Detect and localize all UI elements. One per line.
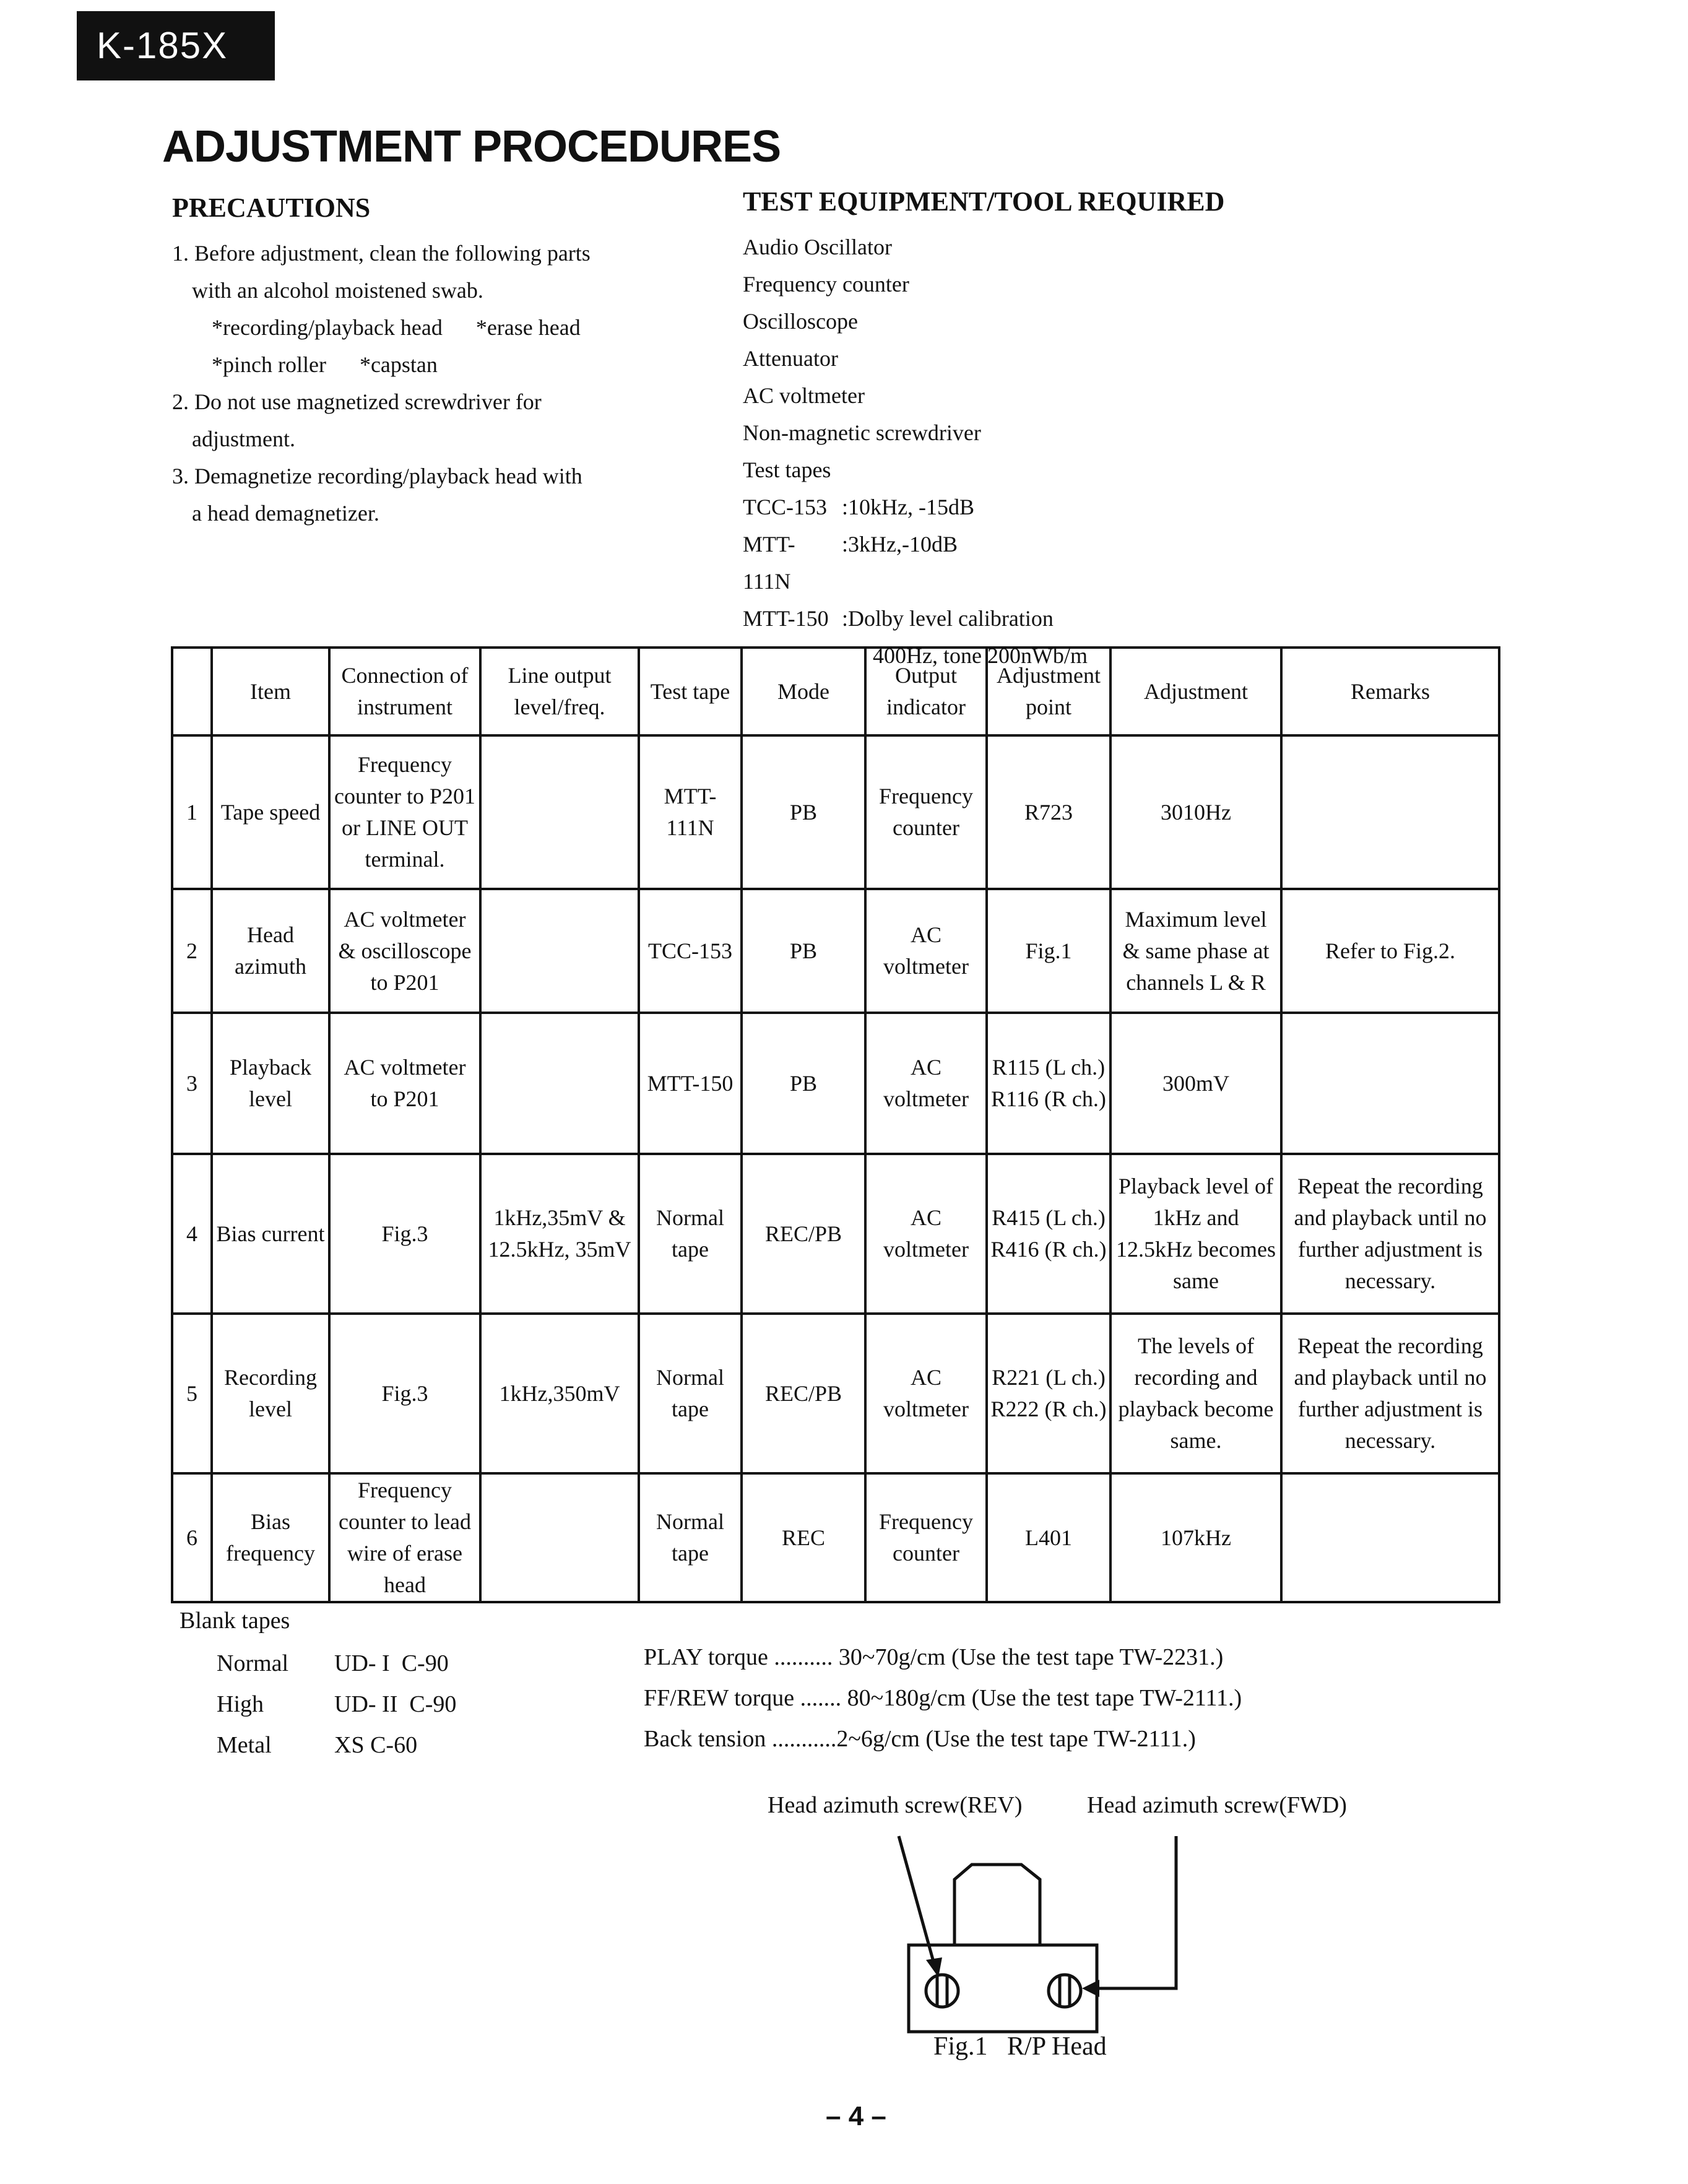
equipment-item: AC voltmeter xyxy=(743,383,865,408)
table-cell: 1 xyxy=(172,735,212,889)
equipment-item: Attenuator xyxy=(743,346,838,371)
table-cell: TCC-153 xyxy=(639,889,742,1013)
table-cell: R115 (L ch.) R116 (R ch.) xyxy=(987,1013,1110,1154)
precaution-line: *pinch roller *capstan xyxy=(212,352,438,377)
precaution-line: 3. Demagnetize recording/playback head with xyxy=(172,464,582,488)
table-cell: Frequency counter to lead wire of erase head xyxy=(329,1473,480,1602)
table-cell: Fig.3 xyxy=(329,1154,480,1314)
rp-head-figure xyxy=(755,1780,1535,2102)
table-cell: Maximum level & same phase at channels L & R xyxy=(1110,889,1281,1013)
equipment-item: Frequency counter xyxy=(743,272,909,297)
table-cell xyxy=(1281,1013,1499,1154)
table-row xyxy=(172,1314,1499,1473)
precaution-line: with an alcohol moistened swab. xyxy=(192,278,483,303)
test-tape-name: MTT-150 xyxy=(743,606,829,631)
table-cell: 2 xyxy=(172,889,212,1013)
table-cell: MTT-150 xyxy=(639,1013,742,1154)
table-cell: L401 xyxy=(987,1473,1110,1602)
blank-tape-type: UD- I C-90 xyxy=(334,1650,449,1676)
equipment-item: Audio Oscillator xyxy=(743,235,892,259)
table-row xyxy=(172,1473,1499,1602)
torque-line: Back tension ...........2~6g/cm (Use the test tape TW-2111.) xyxy=(644,1726,1196,1752)
test-tape-spec: :Dolby level calibration xyxy=(842,606,1054,631)
table-cell: AC voltmeter to P201 xyxy=(329,1013,480,1154)
table-cell: 4 xyxy=(172,1154,212,1314)
table-cell: AC voltmeter xyxy=(865,1154,987,1314)
table-cell: Playback level xyxy=(212,1013,329,1154)
equipment-item: Non-magnetic screwdriver xyxy=(743,420,981,445)
table-cell: Bias frequency xyxy=(212,1473,329,1602)
blank-tape-category: Normal xyxy=(217,1650,289,1676)
table-row xyxy=(172,1154,1499,1314)
table-cell: Repeat the recording and playback until no further adjustment is necessary. xyxy=(1281,1154,1499,1314)
figure-caption: Fig.1 R/P Head xyxy=(933,2032,1107,2061)
table-header: Test tape xyxy=(639,648,742,735)
equipment-item: Test tapes xyxy=(743,457,831,482)
blank-tape-type: UD- II C-90 xyxy=(334,1691,457,1717)
table-cell xyxy=(480,735,639,889)
equipment-list xyxy=(743,228,1609,674)
table-cell: Tape speed xyxy=(212,735,329,889)
table-cell: Frequency counter xyxy=(865,735,987,889)
table-header: Adjustment xyxy=(1110,648,1281,735)
blank-tape-row xyxy=(180,1643,456,1684)
test-tape-name: TCC-153 xyxy=(743,495,828,519)
table-row xyxy=(172,889,1499,1013)
table-header-row xyxy=(172,648,1499,735)
model-badge: K-185X xyxy=(77,11,275,80)
blank-tape-type: XS C-60 xyxy=(334,1732,418,1758)
table-cell: PB xyxy=(742,889,865,1013)
table-cell: AC voltmeter xyxy=(865,1013,987,1154)
test-tape-extra: 400Hz, tone 200nWb/m xyxy=(873,643,1088,668)
table-cell: Normal tape xyxy=(639,1473,742,1602)
table-header: Mode xyxy=(742,648,865,735)
table-header: Line output level/freq. xyxy=(480,648,639,735)
table-cell: Refer to Fig.2. xyxy=(1281,889,1499,1013)
table-row xyxy=(172,735,1499,889)
table-cell: R415 (L ch.) R416 (R ch.) xyxy=(987,1154,1110,1314)
table-cell: PB xyxy=(742,1013,865,1154)
table-cell: Bias current xyxy=(212,1154,329,1314)
screw-rev-icon xyxy=(926,1975,958,2007)
table-cell: 5 xyxy=(172,1314,212,1473)
label-azimuth-rev: Head azimuth screw(REV) xyxy=(768,1792,1023,1818)
table-cell: MTT-111N xyxy=(639,735,742,889)
precautions-list xyxy=(172,235,742,532)
table-cell: 107kHz xyxy=(1110,1473,1281,1602)
page-title: ADJUSTMENT PROCEDURES xyxy=(162,122,781,171)
torque-line: PLAY torque .......... 30~70g/cm (Use the test tape TW-2231.) xyxy=(644,1644,1224,1670)
table-cell: PB xyxy=(742,735,865,889)
table-cell: R221 (L ch.) R222 (R ch.) xyxy=(987,1314,1110,1473)
table-cell: Frequency counter xyxy=(865,1473,987,1602)
table-cell: REC/PB xyxy=(742,1154,865,1314)
table-cell xyxy=(1281,1473,1499,1602)
table-cell: Recording level xyxy=(212,1314,329,1473)
table-cell: AC voltmeter xyxy=(865,889,987,1013)
blank-tape-row xyxy=(180,1684,456,1725)
test-tape-row xyxy=(743,526,1609,600)
table-cell: 300mV xyxy=(1110,1013,1281,1154)
precautions-section xyxy=(172,192,742,532)
equipment-heading: TEST EQUIPMENT/TOOL REQUIRED xyxy=(743,186,1225,217)
table-header: Item xyxy=(212,648,329,735)
table-cell: Playback level of 1kHz and 12.5kHz becomes same xyxy=(1110,1154,1281,1314)
equipment-section xyxy=(743,186,1609,674)
test-tape-spec: :10kHz, -15dB xyxy=(842,495,974,519)
fwd-leader-line xyxy=(1089,1836,1176,1988)
table-header xyxy=(172,648,212,735)
table-cell: Frequency counter to P201 or LINE OUT terminal. xyxy=(329,735,480,889)
table-cell xyxy=(480,1473,639,1602)
table-header: Remarks xyxy=(1281,648,1499,735)
table-cell: AC voltmeter & oscilloscope to P201 xyxy=(329,889,480,1013)
head-gap-block xyxy=(954,1865,1040,1945)
table-cell: Normal tape xyxy=(639,1154,742,1314)
table-header: Adjustment point xyxy=(987,648,1110,735)
table-cell: 1kHz,350mV xyxy=(480,1314,639,1473)
blank-tape-row xyxy=(180,1725,456,1766)
page-number: – 4 – xyxy=(826,2101,886,2131)
table-cell: 3 xyxy=(172,1013,212,1154)
adjustment-table xyxy=(171,646,1500,1603)
test-tape-row xyxy=(743,488,1609,526)
table-cell: R723 xyxy=(987,735,1110,889)
table-cell xyxy=(480,889,639,1013)
table-cell: Head azimuth xyxy=(212,889,329,1013)
test-tape-name: MTT-111N xyxy=(743,532,795,594)
table-cell xyxy=(480,1013,639,1154)
precaution-line: a head demagnetizer. xyxy=(192,501,379,526)
table-cell: Repeat the recording and playback until no further adjustment is necessary. xyxy=(1281,1314,1499,1473)
blank-tapes-title: Blank tapes xyxy=(180,1608,290,1634)
table-cell: 6 xyxy=(172,1473,212,1602)
test-tape-spec: :3kHz,-10dB xyxy=(842,532,958,557)
table-header: Output indicator xyxy=(865,648,987,735)
table-cell: REC xyxy=(742,1473,865,1602)
table-cell: AC voltmeter xyxy=(865,1314,987,1473)
test-tape-row xyxy=(743,600,1609,637)
blank-tape-category: Metal xyxy=(217,1732,272,1758)
precaution-line: 2. Do not use magnetized screwdriver for xyxy=(172,389,542,414)
table-cell: The levels of recording and playback become same. xyxy=(1110,1314,1281,1473)
torque-specs xyxy=(644,1637,1242,1759)
table-cell: 3010Hz xyxy=(1110,735,1281,889)
precautions-heading: PRECAUTIONS xyxy=(172,193,371,223)
table-cell: Fig.3 xyxy=(329,1314,480,1473)
precaution-line: adjustment. xyxy=(192,427,295,451)
torque-line: FF/REW torque ....... 80~180g/cm (Use the test tape TW-2111.) xyxy=(644,1685,1242,1711)
precaution-line: 1. Before adjustment, clean the following parts xyxy=(172,241,591,266)
table-cell: 1kHz,35mV & 12.5kHz, 35mV xyxy=(480,1154,639,1314)
table-row xyxy=(172,1013,1499,1154)
table-cell: Fig.1 xyxy=(987,889,1110,1013)
fwd-arrow-icon xyxy=(1082,1980,1099,1997)
table-header: Connection of instrument xyxy=(329,648,480,735)
label-azimuth-fwd: Head azimuth screw(FWD) xyxy=(1087,1792,1347,1818)
equipment-item: Oscilloscope xyxy=(743,309,858,334)
precaution-line: *recording/playback head *erase head xyxy=(212,315,581,340)
table-cell xyxy=(1281,735,1499,889)
screw-fwd-icon xyxy=(1049,1975,1081,2007)
table-cell: Normal tape xyxy=(639,1314,742,1473)
blank-tape-category: High xyxy=(217,1691,264,1717)
table-cell: REC/PB xyxy=(742,1314,865,1473)
blank-tapes-section xyxy=(180,1607,456,1766)
